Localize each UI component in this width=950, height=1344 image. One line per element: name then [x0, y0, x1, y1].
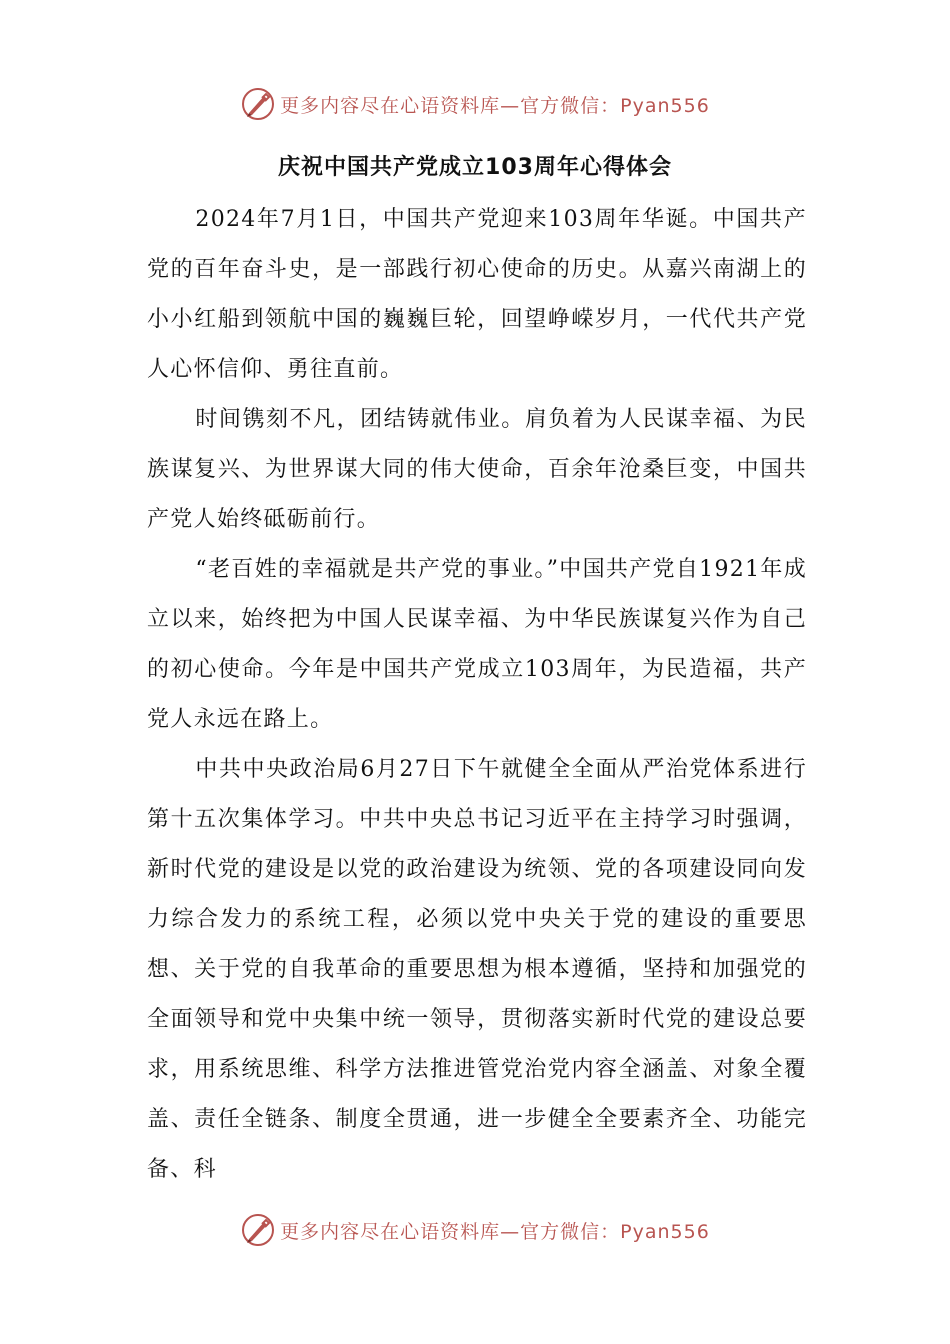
paragraph: “老百姓的幸福就是共产党的事业。”中国共产党自1921年成立以来，始终把为中国人民谋幸福、为中华民族谋复兴作为自己的初心使命。今年是中国共产党成立103周年，为民造福，共产党人永远在路上。 — [147, 557, 807, 732]
watermark-banner-top — [0, 82, 950, 126]
document-title: 庆祝中国共产党成立103周年心得体会 — [278, 155, 672, 180]
watermark-banner-bottom — [0, 1208, 950, 1252]
pen-logo-icon — [240, 86, 276, 122]
paragraph: 2024年7月1日，中国共产党迎来103周年华诞。中国共产党的百年奋斗史，是一部践行初心使命的历史。从嘉兴南湖上的小小红船到领航中国的巍巍巨轮，回望峥嵘岁月，一代代共产党人心怀信仰、勇往直前。 — [147, 207, 807, 382]
paragraph: 中共中央政治局6月27日下午就健全全面从严治党体系进行第十五次集体学习。中共中央总书记习近平在主持学习时强调，新时代党的建设是以党的政治建设为统领、党的各项建设同向发力综合发力的系统工程，必须以党中央关于党的建设的重要思想、关于党的自我革命的重要思想为根本遵循，坚持和加强党的全面领导和党中央集中统一领导，贯彻落实新时代党的建设总要求，用系统思维、科学方法推进管党治党内容全涵盖、对象全覆盖、责任全链条、制度全贯通，进一步健全全要素齐全、功能完备、科 — [147, 757, 807, 1182]
document-body — [147, 195, 807, 1195]
watermark-text: 更多内容尽在心语资料库—官方微信：Pyan556 — [280, 1220, 710, 1243]
watermark-text: 更多内容尽在心语资料库—官方微信：Pyan556 — [280, 94, 710, 117]
pen-logo-icon — [240, 1212, 276, 1248]
paragraph: 时间镌刻不凡，团结铸就伟业。肩负着为人民谋幸福、为民族谋复兴、为世界谋大同的伟大使命，百余年沧桑巨变，中国共产党人始终砥砺前行。 — [147, 407, 807, 532]
